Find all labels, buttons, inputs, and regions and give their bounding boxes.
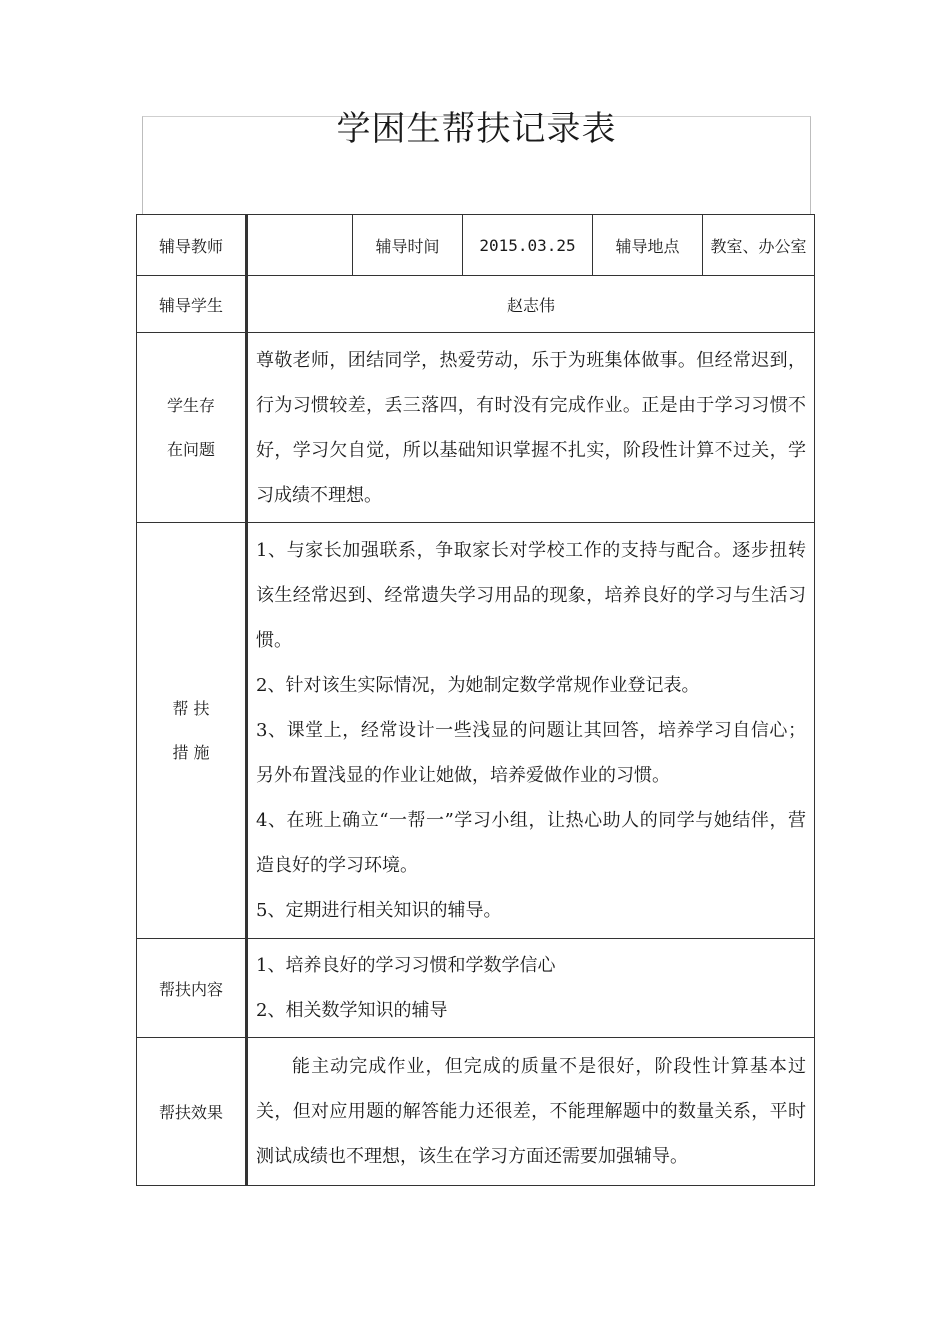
content-cell (247, 939, 815, 1038)
place-value: 教室、办公室 (703, 215, 815, 276)
measure-item-2: 2、针对该生实际情况，为她制定数学常规作业登记表。 (256, 675, 700, 696)
table-row (137, 939, 815, 1038)
place-label: 辅导地点 (593, 215, 703, 276)
measure-item-4: 4、在班上确立“一帮一”学习小组，让热心助人的同学与她结伴，营造良好的学习环境。 (256, 810, 806, 876)
time-value: 2015.03.25 (463, 215, 593, 276)
measure-item-3: 3、课堂上，经常设计一些浅显的问题让其回答，培养学习自信心；另外布置浅显的作业让她做，培养爱做作业的习惯。 (256, 720, 806, 786)
measures-label-line1: 帮 扶 (172, 698, 210, 718)
problems-cell (247, 333, 815, 523)
table-row (137, 1038, 815, 1186)
page-title: 学困生帮扶记录表 (336, 109, 617, 149)
problems-label-line2: 在问题 (166, 439, 215, 459)
table-row (137, 333, 815, 523)
effect-label: 帮扶效果 (137, 1038, 247, 1186)
problems-label (137, 333, 247, 523)
measures-cell (247, 523, 815, 939)
table-row (137, 215, 815, 276)
content-label: 帮扶内容 (137, 939, 247, 1038)
table-row (137, 276, 815, 333)
problems-text: 尊敬老师，团结同学，热爱劳动，乐于为班集体做事。但经常迟到，行为习惯较差，丢三落四，有时没有完成作业。正是由于学习习惯不好，学习欠自觉，所以基础知识掌握不扎实，阶段性计算不过关，学习成绩不理想。 (256, 349, 806, 506)
teacher-value (247, 215, 353, 276)
content-item-2: 2、相关数学知识的辅导 (256, 1000, 448, 1021)
teacher-label: 辅导教师 (137, 215, 247, 276)
measure-item-1: 1、与家长加强联系，争取家长对学校工作的支持与配合。逐步扭转该生经常迟到、经常遗失学习用品的现象，培养良好的学习与生活习惯。 (256, 540, 806, 651)
content-item-1: 1、培养良好的学习习惯和学数学信心 (256, 955, 556, 976)
measures-label (137, 523, 247, 939)
title-frame (142, 109, 811, 215)
time-label: 辅导时间 (353, 215, 463, 276)
student-label: 辅导学生 (137, 276, 247, 333)
effect-text: 能主动完成作业，但完成的质量不是很好，阶段性计算基本过关，但对应用题的解答能力还很差，不能理解题中的数量关系，平时测试成绩也不理想，该生在学习方面还需要加强辅导。 (256, 1056, 806, 1167)
student-value: 赵志伟 (247, 276, 815, 333)
problems-label-line1: 学生存 (166, 395, 215, 415)
measure-item-5: 5、定期进行相关知识的辅导。 (256, 900, 502, 921)
record-table (136, 214, 815, 1186)
effect-cell (247, 1038, 815, 1186)
measures-label-line2: 措 施 (172, 742, 210, 762)
table-row (137, 523, 815, 939)
